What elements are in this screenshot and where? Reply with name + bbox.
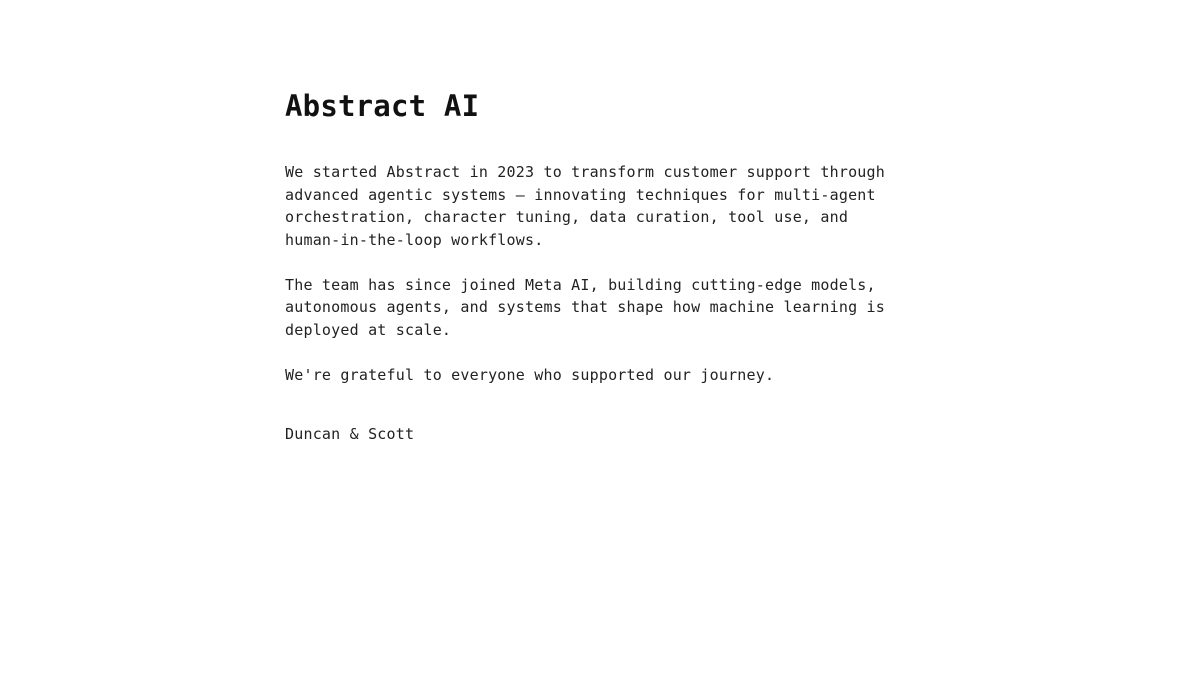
thanks-paragraph: We're grateful to everyone who supported our journey.: [285, 365, 775, 384]
intro-paragraph: We started Abstract in 2023 to transform customer support through advanced agentic systems — innovating techniques for multi-agent orchestration, character tuning, data curation, tool use, and human-in-the-loop workflows.: [285, 163, 885, 249]
page-title: Abstract AI: [285, 89, 480, 123]
signature: Duncan & Scott: [285, 425, 415, 443]
team-paragraph: The team has since joined Meta AI, building cutting-edge models, autonomous agents, and systems that shape how machine learning is deployed at scale.: [285, 275, 885, 339]
main-content: [285, 84, 915, 446]
